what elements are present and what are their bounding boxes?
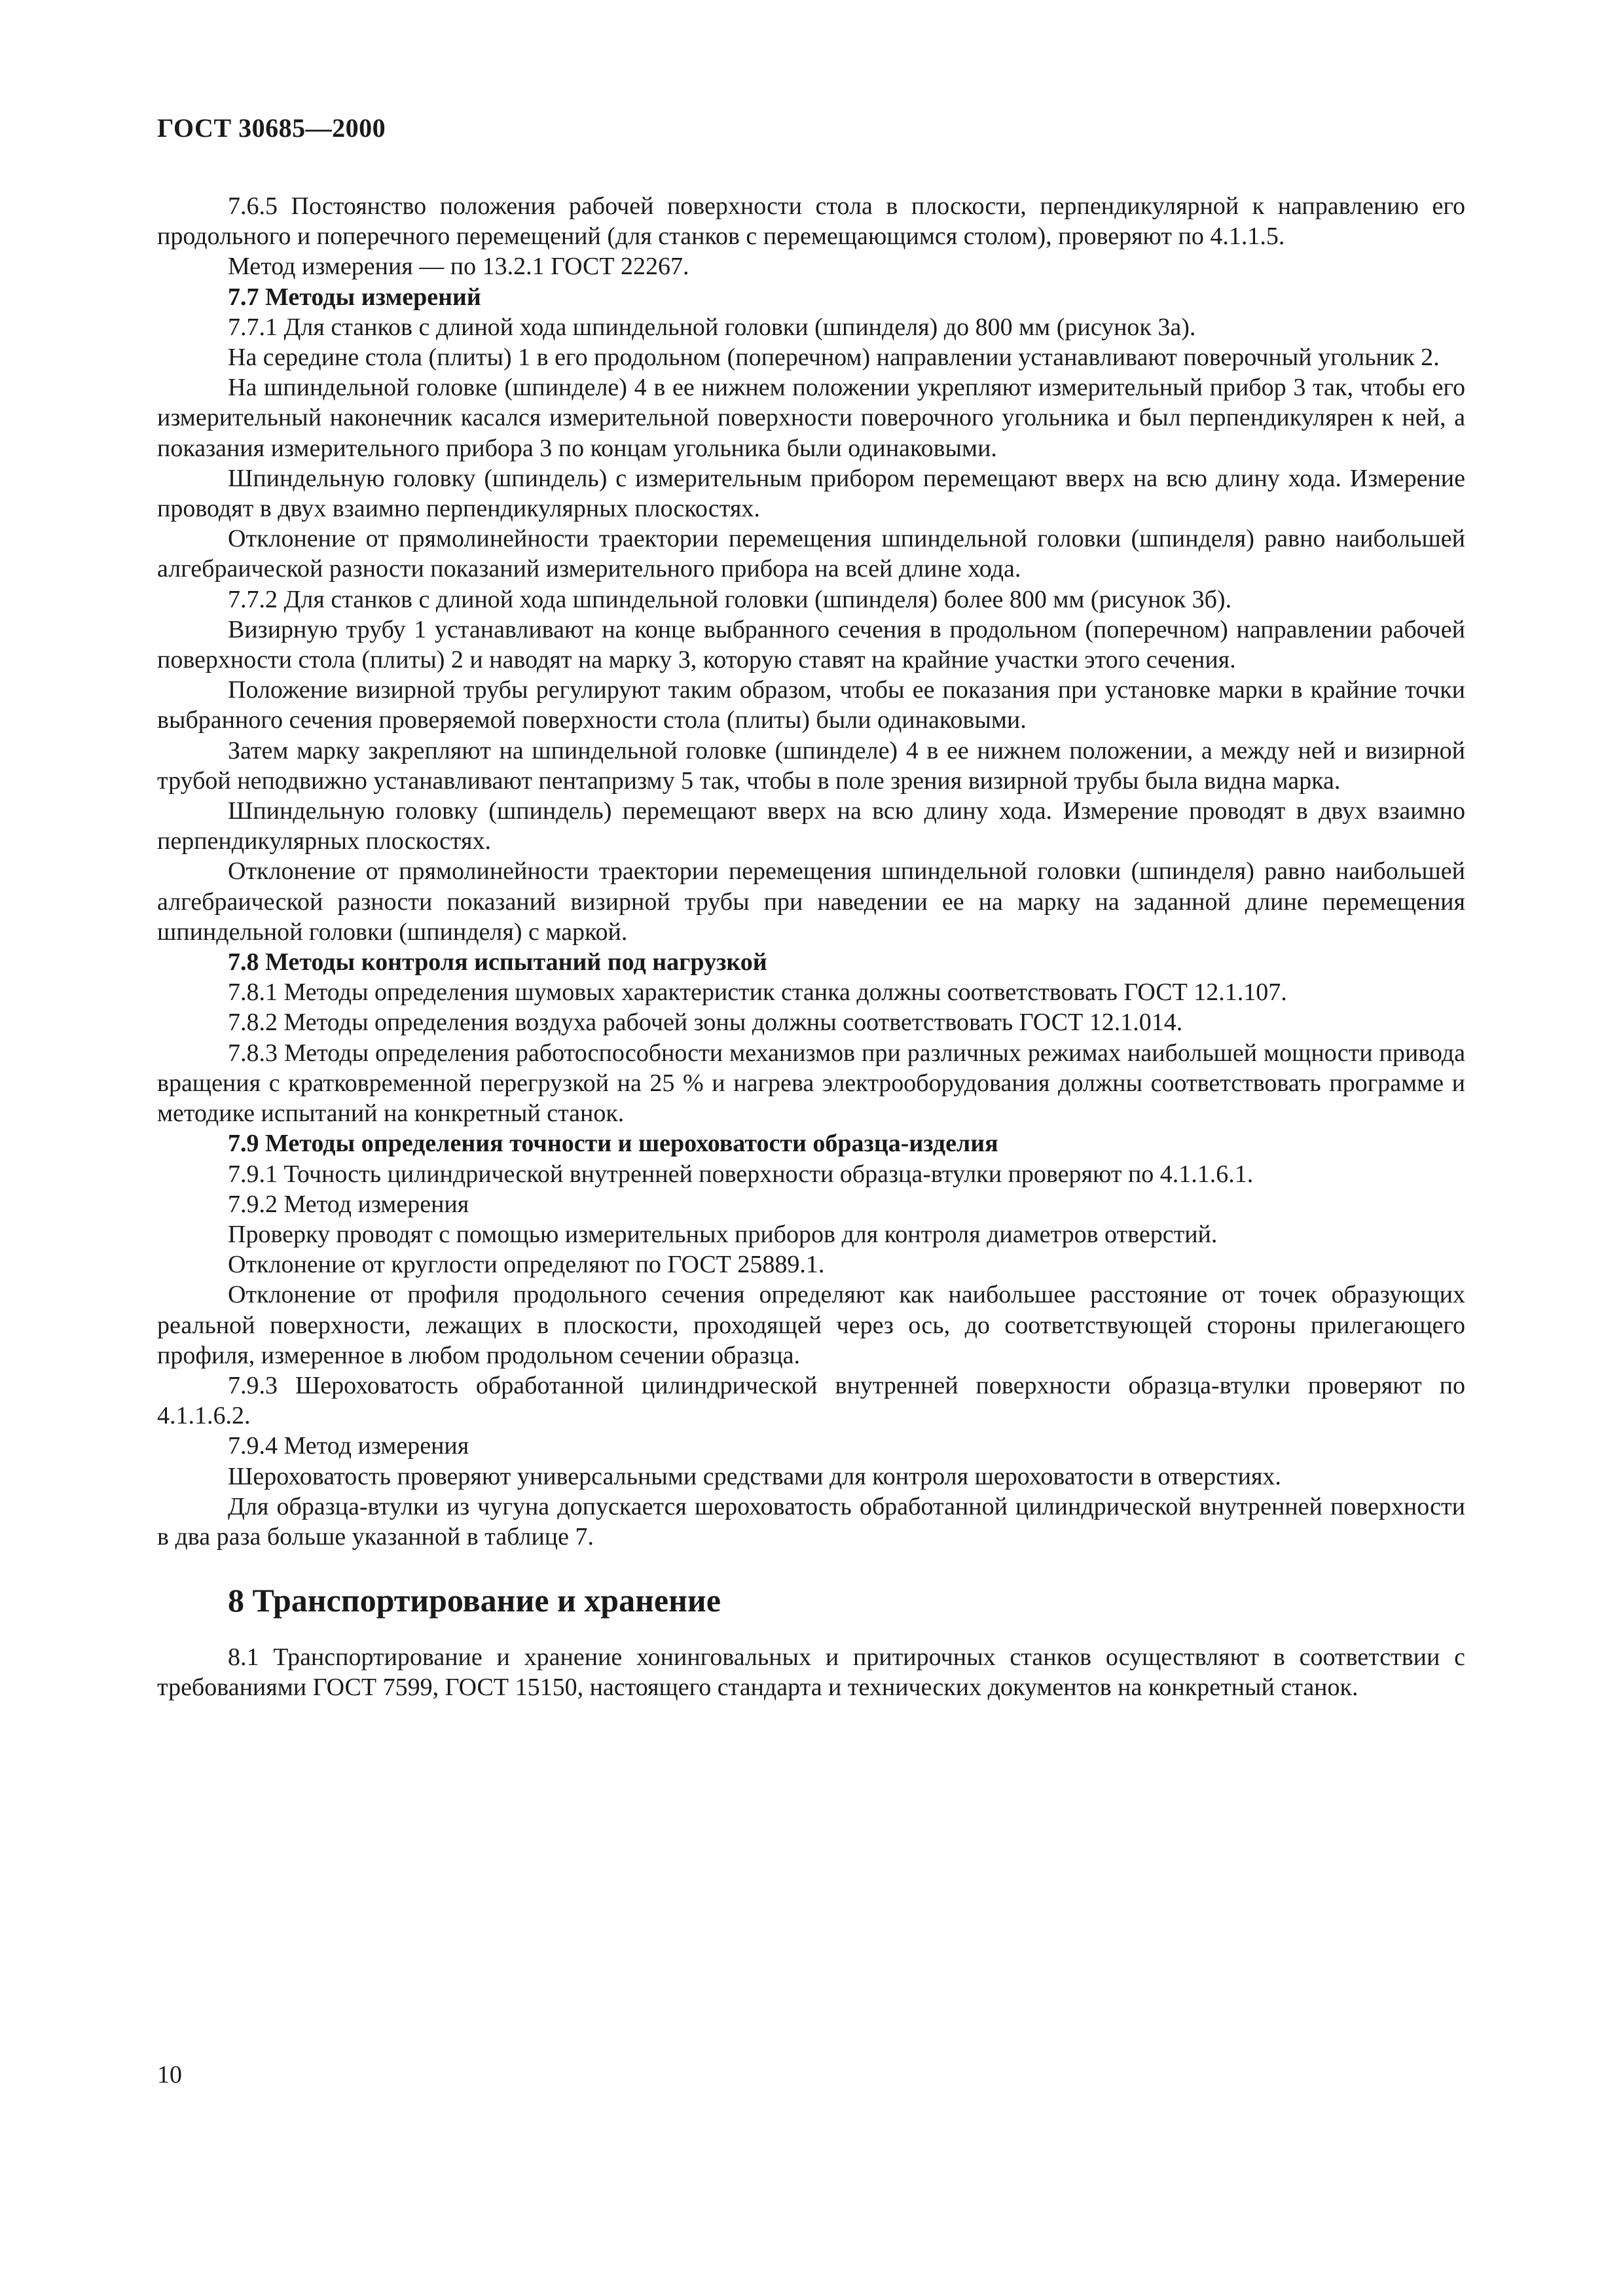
paragraph-sighting-tube: Визирную трубу 1 устанавливают на конце выбранного сечения в продольном (поперечном) направлении рабочей поверхности стола (плиты) 2 и наводят на марку 3, которую ставят на крайние участки этого сечения. bbox=[157, 615, 1465, 674]
paragraph-deviation-2: Отклонение от прямолинейности траектории перемещения шпиндельной головки (шпинделя) равно наибольшей алгебраической разности показаний визирной трубы при наведении ее на марку на заданной длине перемещения шпиндельной головки (шпинделя) с маркой. bbox=[157, 857, 1465, 946]
document-body bbox=[157, 191, 1465, 1703]
paragraph-roughness-check: Шероховатость проверяют универсальными средствами для контроля шероховатости в отверстиях. bbox=[228, 1462, 1281, 1490]
paragraph-spindle-head: На шпиндельной головке (шпинделе) 4 в ее нижнем положении укрепляют измерительный прибор 3 так, чтобы его измерительный наконечник касался измерительной поверхности поверочного угольника и был перпендикулярен к ней, а показания измерительного прибора 3 по концам угольника были одинаковыми. bbox=[157, 374, 1465, 462]
paragraph-mark-fixing: Затем марку закрепляют на шпиндельной головке (шпинделе) 4 в ее нижнем положении, а между ней и визирной трубой неподвижно устанавливают пентапризму 5 так, чтобы в поле зрения визирной трубы была видна марка. bbox=[157, 736, 1465, 795]
paragraph-measurement-method: Метод измерения — по 13.2.1 ГОСТ 22267. bbox=[228, 253, 689, 281]
paragraph-7-8-2: 7.8.2 Методы определения воздуха рабочей зоны должны соответствовать ГОСТ 12.1.014. bbox=[228, 1009, 1183, 1037]
paragraph-7-9-1: 7.9.1 Точность цилиндрической внутренней поверхности образца-втулки проверяют по 4.1.1.6.1. bbox=[228, 1160, 1254, 1188]
heading-7-8: 7.8 Методы контроля испытаний под нагрузкой bbox=[228, 948, 767, 977]
paragraph-7-6-5: 7.6.5 Постоянство положения рабочей поверхности стола в плоскости, перпендикулярной к направлению его продольного и поперечного перемещений (для станков с перемещающимся столом), проверяют по 4.1.1.5. bbox=[157, 192, 1465, 251]
paragraph-7-9-2: 7.9.2 Метод измерения bbox=[228, 1190, 469, 1218]
paragraph-7-8-3: 7.8.3 Методы определения работоспособности механизмов при различных режимах наибольшей мощности привода вращения с кратковременной перегрузкой на 25 % и нагрева электрооборудования должны соответствовать программе и методике испытаний на конкретный станок. bbox=[157, 1039, 1465, 1128]
paragraph-spindle-move: Шпиндельную головку (шпиндель) с измерительным прибором перемещают вверх на всю длину хода. Измерение проводят в двух взаимно перпендикулярных плоскостях. bbox=[157, 464, 1465, 523]
paragraph-cast-iron: Для образца-втулки из чугуна допускается шероховатость обработанной цилиндрической внутренней поверхности в два раза больше указанной в таблице 7. bbox=[157, 1492, 1465, 1551]
paragraph-7-7-2: 7.7.2 Для станков с длиной хода шпиндельной головки (шпинделя) более 800 мм (рисунок 3б). bbox=[228, 585, 1232, 613]
paragraph-8-1: 8.1 Транспортирование и хранение хонинговальных и притирочных станков осуществляют в соответствии с требованиями ГОСТ 7599, ГОСТ 15150, настоящего стандарта и технических документов на конкретный станок. bbox=[157, 1643, 1465, 1702]
paragraph-roundness: Отклонение от круглости определяют по ГОСТ 25889.1. bbox=[228, 1251, 825, 1279]
paragraph-7-9-4: 7.9.4 Метод измерения bbox=[228, 1432, 469, 1460]
paragraph-check-instruments: Проверку проводят с помощью измерительных приборов для контроля диаметров отверстий. bbox=[228, 1220, 1218, 1248]
document-code-header: ГОСТ 30685—2000 bbox=[157, 113, 386, 143]
heading-7-7: 7.7 Методы измерений bbox=[228, 283, 481, 311]
page-number: 10 bbox=[157, 2061, 182, 2089]
section-8-title: 8 Транспортирование и хранение bbox=[228, 1582, 721, 1619]
paragraph-table-center: На середине стола (плиты) 1 в его продольном (поперечном) направлении устанавливают поверочный угольник 2. bbox=[228, 344, 1440, 372]
paragraph-deviation-1: Отклонение от прямолинейности траектории перемещения шпиндельной головки (шпинделя) равно наибольшей алгебраической разности показаний измерительного прибора на всей длине хода. bbox=[157, 525, 1465, 583]
paragraph-7-8-1: 7.8.1 Методы определения шумовых характеристик станка должны соответствовать ГОСТ 12.1.107. bbox=[228, 978, 1287, 1007]
paragraph-profile-deviation: Отклонение от профиля продольного сечения определяют как наибольшее расстояние от точек образующих реальной поверхности, лежащих в плоскости, проходящей через ось, до соответствующей стороны прилегающего профиля, измеренное в любом продольном сечении образца. bbox=[157, 1281, 1465, 1369]
paragraph-7-7-1: 7.7.1 Для станков с длиной хода шпиндельной головки (шпинделя) до 800 мм (рисунок 3а). bbox=[228, 313, 1196, 341]
paragraph-spindle-move-2: Шпиндельную головку (шпиндель) перемещают вверх на всю длину хода. Измерение проводят в двух взаимно перпендикулярных плоскостях. bbox=[157, 797, 1465, 855]
heading-7-9: 7.9 Методы определения точности и шероховатости образца-изделия bbox=[228, 1130, 998, 1158]
paragraph-tube-position: Положение визирной трубы регулируют таким образом, чтобы ее показания при установке марки в крайние точки выбранного сечения проверяемой поверхности стола (плиты) были одинаковыми. bbox=[157, 676, 1465, 734]
paragraph-7-9-3: 7.9.3 Шероховатость обработанной цилиндрической внутренней поверхности образца-втулки проверяют по 4.1.1.6.2. bbox=[157, 1371, 1465, 1430]
